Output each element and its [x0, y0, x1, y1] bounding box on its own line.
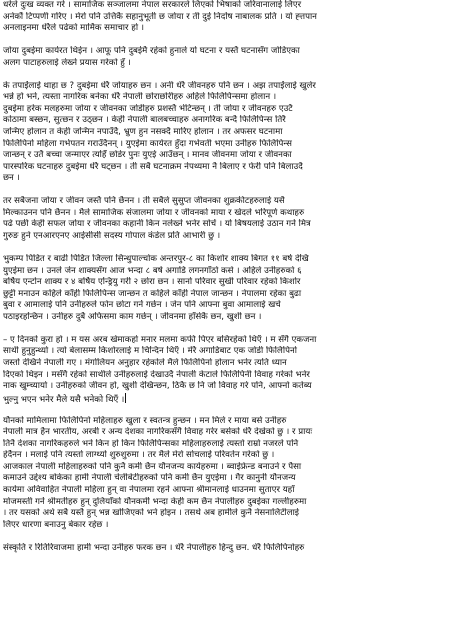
- text-line: जस्तो देखिने नेपाली गए । मंगोलियन अनुहार रहेकोले मैले फिलिपिनो होलान भनेर त्यति ध्यान: [3, 357, 287, 368]
- text-line: के तपाईंलाई थाहा छ ? दुबईमा धेरै जोयाहरु छन । अनी धेरै जीवनहरु पनि छन । अझ तपाईंलाई खुलेर: [3, 80, 316, 91]
- text-line: साथी हुनुहुन्थ्यो । त्यो बेलासम्म किशोरलाई म चिन्दिन थिएँ । मेरै अगाडिबाट एक जोडी फिलिपिनो: [3, 346, 297, 357]
- text-line: कार्यमा अविवाहित नेपाली महिला हुन् वा नेपालमा रहने आफ्ना श्रीमानलाई धाउनमा सुताएर यहाँ: [3, 484, 295, 495]
- text-line: दुबईमा हरेक मलहरुमा जोया र जीवनका जोडीहरु प्रशस्तै भेटिन्छन् । ती जोया र जीवनहरु एउटै: [3, 103, 293, 114]
- text-line: अनेकौं टिप्पणी गरिए । मेरो पनि उत्तिकै सहानुभूती छ जोया र ती दुई निर्दोष नाबालक प्रति । यो ह्त्तपान: [3, 11, 317, 22]
- text-line: तर सबैजना जोया र जीवन जस्तै पनि छैनन । ती सबैले सुसुप्त जीवनका शुक्रकीटहरुलाई यसै: [3, 196, 285, 207]
- text-line: पारस्परिक घटनाहरु दुबईमा धेरै घट्छन । ती सबै घटनाक्रम नेपथ्यमा नै बिलाए र फेरी पनि बिलाउदै: [3, 161, 303, 172]
- paragraph: [3, 416, 466, 531]
- text-line: – ए दिनको कुरा हो । म यस अरब खेमाकहो मनार मलमा कफी पिएर बसिरहेको थिएँ । म सँगै एकजना: [3, 334, 317, 345]
- paragraph-spacer: [3, 35, 466, 47]
- paragraph-spacer: [3, 69, 466, 81]
- paragraph-spacer: [3, 531, 466, 543]
- text-line: मिल्काउनन पनि छैनन । मैले सामाजिक संजालमा जोया र जीवनको माया र खेदले भरिपूर्ण कथाहरु: [3, 207, 305, 218]
- text-line: कोठामा बस्छन, सुत्छन र उठ्छन । केही नेपाली बालबच्चाहरु अनागरिक बन्दै फिलिपिन्स तिरै: [3, 115, 286, 126]
- text-line: अनलाइनमा धेरैले पढेको मार्मिक समाचार हो ।: [3, 23, 145, 34]
- text-line: । तर यसको अर्थ सबै यस्तै हुन् भन्न खोजिएको भने होइन । तसर्थ अब हामीले कुनै नेसनालिटीलाई: [3, 508, 300, 519]
- text-line: भुकम्प पिडित र बाढी पिडित जिल्ला सिन्धुपाल्चोक अन्तरपुर-८ का किशोर शाक्य बिगत ११ बर्ष देखि: [3, 254, 309, 265]
- text-line: पठाइरहन्छिन । उनीहरु दुबै अफिसमा काम गर्छन् । जीवनमा हाँसेकै छन, खुशी छन ।: [3, 311, 262, 322]
- text-line: दिएको थिइन । मसँगै रहेको साथीले उनीहरुलाई देखाउदै नेपाली केटाले फिलिपिनी विवाह गरेको भनेर: [3, 369, 310, 380]
- text-line: जन्मिए होलान त केही जन्मिन नपाउँदै, भ्रुण हुन नसक्दै मारिए होलान । तर अफसर घटनामा: [3, 127, 283, 138]
- text-line: भन्ने हो भने, त्यस्ता नागरिक बनेका धेरै नेपाली छोराछोरीहरु अहिले फिलिपिन्समा होलान ।: [3, 92, 277, 103]
- text-line: धरेले दुःख व्यक्त गरे । सामाजिक सञ्जालमा नेपाल सरकारले लिएको भिषाको जरिवानालाई लिएर: [3, 0, 302, 10]
- text-line: छन ।: [3, 173, 20, 184]
- text-cursor: [125, 393, 126, 403]
- text-line: आजकाल नेपाली महिलाहरुको पनि कुनै कमी छैन यौनजन्य कार्यहरुमा । ब्वाईफ्रेन्ड बनाउने र पैसा: [3, 461, 302, 472]
- text-line: जान्छन् र उतै बच्चा जन्माएर त्यहिँ छोडेर पुनः युएई आउँछन् । मानव जीवनमा जोया र जीवनका: [3, 150, 292, 161]
- text-line: कमाउने उद्देश्य बोकेका हामी नेपाली चेलीबेटीहरुको पनि कमी छैन युएईमा । गैर कानुनी यौनजन्य: [3, 473, 296, 484]
- article-body: [3, 0, 466, 554]
- text-line: मोजमस्ती गर्ने श्रीमतीहरु हुन् दुलियोँको यौनकर्मी भन्दा केही कम छैन नेपालीहरु दुबईका गल्लीहरुमा: [3, 496, 307, 507]
- paragraph: [3, 254, 466, 323]
- paragraph-spacer: [3, 404, 466, 416]
- text-line: हेर्दैनन । मलाई पनि त्यस्तो लाग्थ्यो शुरुशुरुमा । तर मैले मेरो सोचलाई परिवर्तन गरेको छु ।: [3, 450, 275, 461]
- text-line: भुल्नु भएन भनेर मैले यसै भनेको थिएँ ।: [3, 394, 125, 405]
- text-line: जोया दुबईमा कार्यरत थिईन । आफू पनि दुबईमै रहेको हुनाले यो घटना र यस्तै घटनासँग जोडिएका: [3, 46, 300, 57]
- text-line: नेपाली मात्र हैन भारतीय, अरबी र अन्य देशका नागरिकसँगै विवाह गरेर बसेको धेरै देखेको छु । र प्रायः: [3, 427, 313, 438]
- paragraph-spacer: [3, 185, 466, 197]
- paragraph: [3, 196, 466, 242]
- text-line: छुट्टी मनाउन कहिले काँही फिलिपिन्स जान्छन त कहिले काँही नेपाल जान्छन । नेपालमा रहेका बुढा: [3, 288, 302, 299]
- text-line: संस्कृति र रितिरिवाजमा हामी भन्दा उनीहरु फरक छन । धेरै नेपालीहरु हिन्दु छन. धेरै फिलिपिनोहरु: [3, 542, 305, 553]
- text-line: अलग पाटाहरुलाई लेख्ने प्रयास गरेको हुँ ।: [3, 57, 131, 68]
- text-line: बर्षिय एन्टोन शाक्य र ४ बर्षिय एन्ड्रियु गरी २ छोरा छन । सानो परिवार सुखी परिवार रहेको किशोर: [3, 277, 301, 288]
- text-line: गुरुङ हुने एनआरएनए आईसीसी सदस्य गोपाल कंडेल प्रति आभारी छु ।: [3, 230, 221, 241]
- paragraph-spacer: [3, 323, 466, 335]
- paragraph: [3, 543, 466, 555]
- paragraph: [3, 335, 466, 404]
- text-line: तिनै देशका नागरिकहरुले भने किन हो किन फिलिपिन्सका महिलाहरुलाई त्यस्तो राम्रो नजरले पनि: [3, 438, 299, 449]
- paragraph-spacer: [3, 242, 466, 254]
- paragraph: [3, 81, 466, 185]
- text-line: फिलिपिनो महिला गर्भपतन गराउँदैनन् । युएईमा कार्यरत हुँदा गर्भवती भएमा उनीहरु फिलिपिन्स: [3, 138, 292, 149]
- text-line: पढे पछी केही सफल जोया र जीवनका कहानी किन नलेख्ने भनेर सोचें । यो बिषयलाई उठान गर्न मित्र: [3, 219, 311, 230]
- text-line: लिएर धारणा बनाउनु बेकार रहेछ ।: [3, 519, 109, 530]
- text-line: बुवा र आमालाई पनि उनीहरुले फोन छोटा गर्ने गर्छन । जेन पनि आफ्ना बुवा आमालाई खर्च: [3, 300, 281, 311]
- paragraph: [3, 46, 466, 69]
- paragraph: [3, 0, 466, 35]
- text-line: यौनको मामिलामा फिलिपिनो महिलाहरु खुला र स्वतन्त्र हुन्छन । मन मिले र माया बसे उनीहरु: [3, 415, 287, 426]
- text-line: नाक खुम्च्यायो । उनीहरुको जीवन हो, खुशी देखिन्छन, ठिकै छ नि जो विवाह गरे पनि, आफ्नो कर्तब्य: [3, 381, 312, 392]
- text-line: युएईमा छन । उनले जेन शाक्यसँग आज भन्दा ८ बर्ष अगाडि लगनगाँठो कसे । अहिले उनीहरुको ६: [3, 265, 302, 276]
